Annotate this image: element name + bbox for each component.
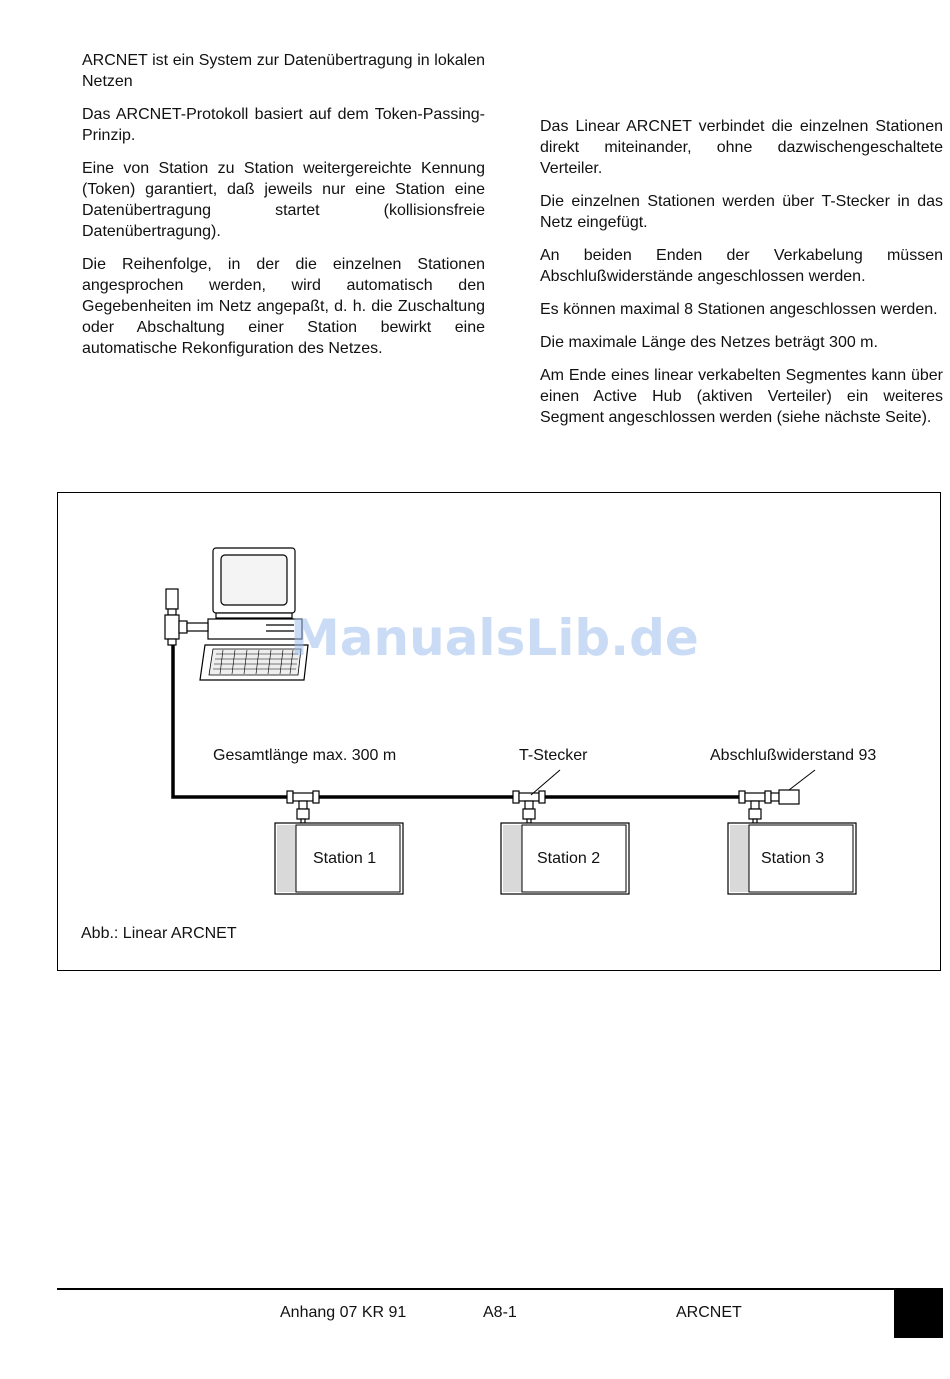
paragraph: Am Ende eines linear verkabelten Segmentes kann über einen Active Hub (aktiven Verteiler) ein weiteres Segment angeschlossen werden (siehe nächste Seite).	[540, 367, 943, 426]
thumb-index-tab	[894, 1289, 943, 1338]
paragraph: ARCNET ist ein System zur Datenübertragung in lokalen Netzen	[82, 52, 485, 90]
figure-caption: Abb.: Linear ARCNET	[81, 925, 237, 942]
paragraph: Eine von Station zu Station weitergereichte Kennung (Token) garantiert, daß jeweils nur eine Station eine Datenübertragung startet (kollisionsfreie Datenübertragung).	[82, 160, 485, 240]
station-3	[728, 823, 856, 894]
station-2	[501, 823, 629, 894]
paragraph: Die einzelnen Stationen werden über T-Stecker in das Netz eingefügt.	[540, 193, 943, 231]
terminator-icon	[771, 790, 799, 804]
paragraph: Die Reihenfolge, in der die einzelnen Stationen angesprochen werden, wird automatisch den Gegebenheiten im Netz angepaßt, d. h. die Zuschaltung oder Abschaltung einer Station bewirkt eine automatische Rekonfiguration des Netzes.	[82, 256, 485, 357]
footer-section-title: ARCNET	[676, 1304, 742, 1321]
station-label: Station 1	[313, 850, 377, 867]
paragraph: Es können maximal 8 Stationen angeschlossen werden.	[540, 301, 938, 318]
footer-divider	[57, 1288, 943, 1290]
network-diagram	[58, 493, 942, 972]
footer-page-number: A8-1	[483, 1304, 517, 1321]
right-text-column	[540, 116, 943, 440]
linear-arcnet-figure	[57, 492, 941, 971]
paragraph: Das Linear ARCNET verbindet die einzelnen Stationen direkt miteinander, ohne dazwischengeschaltete Verteiler.	[540, 118, 943, 177]
t-connector-icon	[513, 791, 545, 823]
watermark: ManualsLib.de	[290, 609, 699, 667]
length-label: Gesamtlänge max. 300 m	[213, 747, 397, 764]
paragraph: An beiden Enden der Verkabelung müssen Abschlußwiderstände angeschlossen werden.	[540, 247, 943, 285]
t-connector-icon	[287, 791, 319, 823]
terminator-label: Abschlußwiderstand 93	[710, 747, 877, 764]
left-text-column	[82, 50, 485, 371]
t-connector-icon	[739, 791, 771, 823]
station-label: Station 3	[761, 850, 825, 867]
paragraph: Das ARCNET-Protokoll basiert auf dem Token-Passing-Prinzip.	[82, 106, 485, 144]
station-1	[275, 823, 403, 894]
paragraph: Die maximale Länge des Netzes beträgt 300 m.	[540, 334, 878, 351]
station-label: Station 2	[537, 850, 601, 867]
footer-document-id: Anhang 07 KR 91	[280, 1304, 407, 1321]
t-connector-label: T-Stecker	[519, 747, 588, 764]
terminator-icon	[165, 589, 208, 645]
leader-line	[789, 770, 815, 790]
